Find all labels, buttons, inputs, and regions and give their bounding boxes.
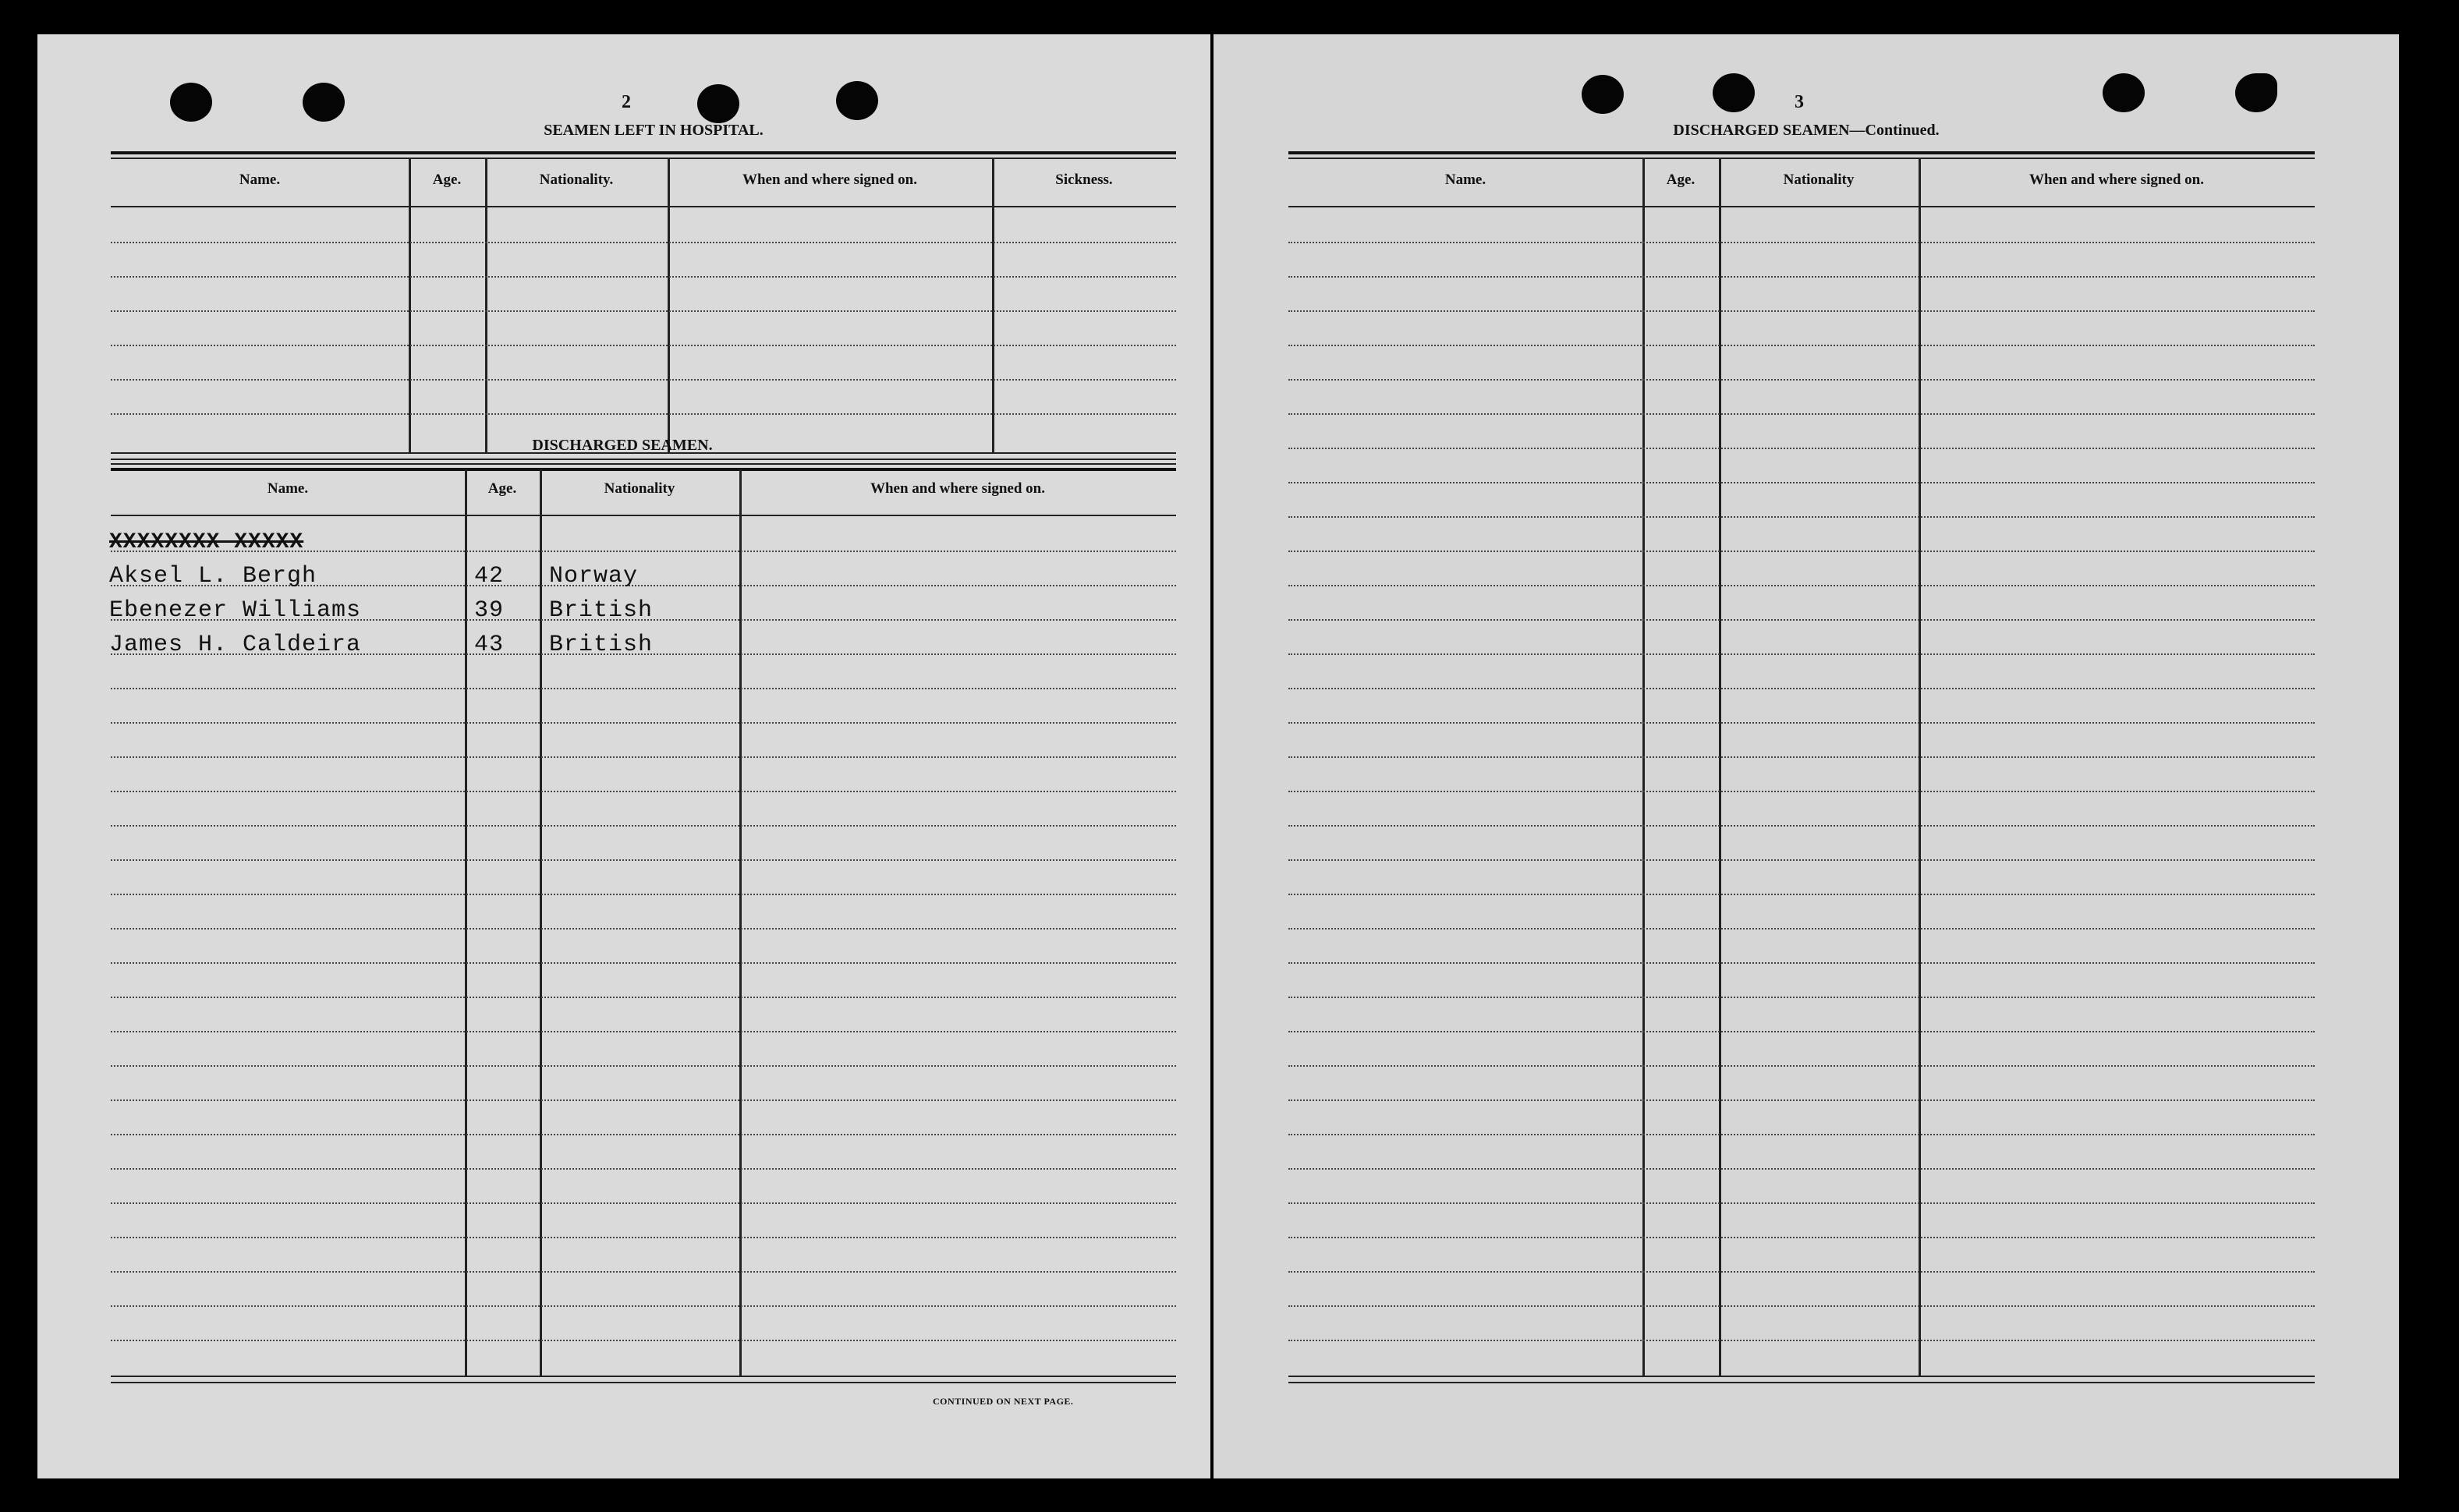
seaman-nationality: Norway [549,563,639,590]
column-divider [485,159,487,452]
right-page [1214,34,2399,1478]
column-header: Sickness. [1055,172,1113,188]
punch-hole [2235,73,2277,112]
discharged-section-title-label: DISCHARGED SEAMEN. [532,437,713,454]
dotted-row-line [1288,379,2315,381]
dotted-row-line [1288,1031,2315,1032]
dotted-row-line [111,1031,1176,1032]
dotted-row-line [1288,688,2315,689]
dotted-row-line [1288,825,2315,827]
dotted-row-line [111,997,1176,998]
seaman-name: James H. Caldeira [109,632,362,658]
column-header: Age. [1666,172,1695,188]
dotted-row-line [111,413,1176,415]
rule [111,1376,1176,1377]
seaman-name: Aksel L. Bergh [109,563,317,590]
dotted-row-line [1288,1134,2315,1135]
column-divider [1719,159,1721,1376]
dotted-row-line [1288,756,2315,758]
dotted-row-line [1288,310,2315,312]
column-divider [739,469,742,1376]
punch-hole [1582,75,1624,114]
column-header: Name. [267,480,309,497]
dotted-row-line [111,1134,1176,1135]
dotted-row-line [111,859,1176,861]
punch-hole [170,83,212,122]
rule [111,158,1176,159]
dotted-row-line [1288,1202,2315,1204]
seaman-name: Ebenezer Williams [109,597,362,624]
dotted-row-line [1288,1099,2315,1101]
column-header: Nationality [604,480,675,497]
rule [111,468,1176,471]
left-page [37,34,1210,1478]
seaman-age: 42 [474,563,505,590]
dotted-row-line [111,1099,1176,1101]
page-number: 3 [1795,92,1804,112]
column-header: Age. [487,480,517,497]
rule [111,206,1176,207]
dotted-row-line [111,310,1176,312]
dotted-row-line [1288,1168,2315,1170]
rule [111,1382,1176,1383]
dotted-row-line [111,722,1176,724]
dotted-row-line [1288,448,2315,449]
column-divider [465,469,467,1376]
column-divider [409,159,411,452]
dotted-row-line [1288,722,2315,724]
column-header: Name. [1444,172,1486,188]
dotted-row-line [111,1202,1176,1204]
page-title: DISCHARGED SEAMEN—Continued. [1673,122,1940,139]
dotted-row-line [1288,928,2315,930]
dotted-row-line [1288,619,2315,621]
rule [111,151,1176,154]
dotted-row-line [111,791,1176,792]
dotted-row-line [111,1340,1176,1341]
hospital-section-title: SEAMEN LEFT IN HOSPITAL. [544,122,764,139]
punch-hole [303,83,345,122]
dotted-row-line [111,962,1176,964]
dotted-row-line [1288,791,2315,792]
column-header: Nationality [1783,172,1855,188]
dotted-row-line [1288,653,2315,655]
column-divider [1919,159,1921,1376]
continued-note: CONTINUED ON NEXT PAGE. [933,1396,1074,1407]
rule [1288,206,2315,207]
dotted-row-line [1288,1305,2315,1307]
dotted-row-line [111,345,1176,346]
seaman-age: 43 [474,632,505,658]
dotted-row-line [111,1237,1176,1238]
dotted-row-line [1288,242,2315,243]
column-divider [992,159,994,452]
column-divider [1642,159,1645,1376]
punch-hole [697,84,739,123]
dotted-row-line [111,928,1176,930]
column-header: Nationality. [539,172,614,188]
rule [1288,1376,2315,1377]
rule [111,515,1176,516]
seaman-nationality: British [549,597,654,624]
dotted-row-line [1288,1340,2315,1341]
column-divider [668,159,670,452]
dotted-row-line [111,1168,1176,1170]
punch-hole [1713,73,1755,112]
dotted-row-line [111,1065,1176,1067]
dotted-row-line [111,276,1176,278]
dotted-row-line [1288,962,2315,964]
dotted-row-line [111,825,1176,827]
seaman-age: 39 [474,597,505,624]
rule [111,463,1176,465]
dotted-row-line [1288,894,2315,895]
crossed-out-entry: XXXXXXXX XXXXX [109,530,304,554]
seaman-nationality: British [549,632,654,658]
dotted-row-line [111,1305,1176,1307]
punch-hole [2103,73,2145,112]
column-header: When and where signed on. [742,172,917,188]
dotted-row-line [1288,413,2315,415]
rule [111,459,1176,460]
dotted-row-line [1288,551,2315,552]
rule [1288,1382,2315,1383]
dotted-row-line [1288,1237,2315,1238]
column-header: Name. [239,172,281,188]
dotted-row-line [111,894,1176,895]
dotted-row-line [111,1271,1176,1273]
dotted-row-line [1288,997,2315,998]
page-number: 2 [622,92,631,112]
column-header: Age. [432,172,462,188]
column-header: When and where signed on. [870,480,1045,497]
punch-hole [836,81,878,120]
dotted-row-line [111,379,1176,381]
dotted-row-line [111,756,1176,758]
dotted-row-line [1288,859,2315,861]
rule [1288,151,2315,154]
dotted-row-line [1288,585,2315,586]
column-divider [540,469,542,1376]
column-header: When and where signed on. [2028,172,2204,188]
rule [1288,158,2315,159]
dotted-row-line [1288,516,2315,518]
dotted-row-line [111,688,1176,689]
dotted-row-line [1288,345,2315,346]
dotted-row-line [1288,1271,2315,1273]
dotted-row-line [1288,482,2315,483]
dotted-row-line [1288,1065,2315,1067]
dotted-row-line [111,242,1176,243]
dotted-row-line [1288,276,2315,278]
